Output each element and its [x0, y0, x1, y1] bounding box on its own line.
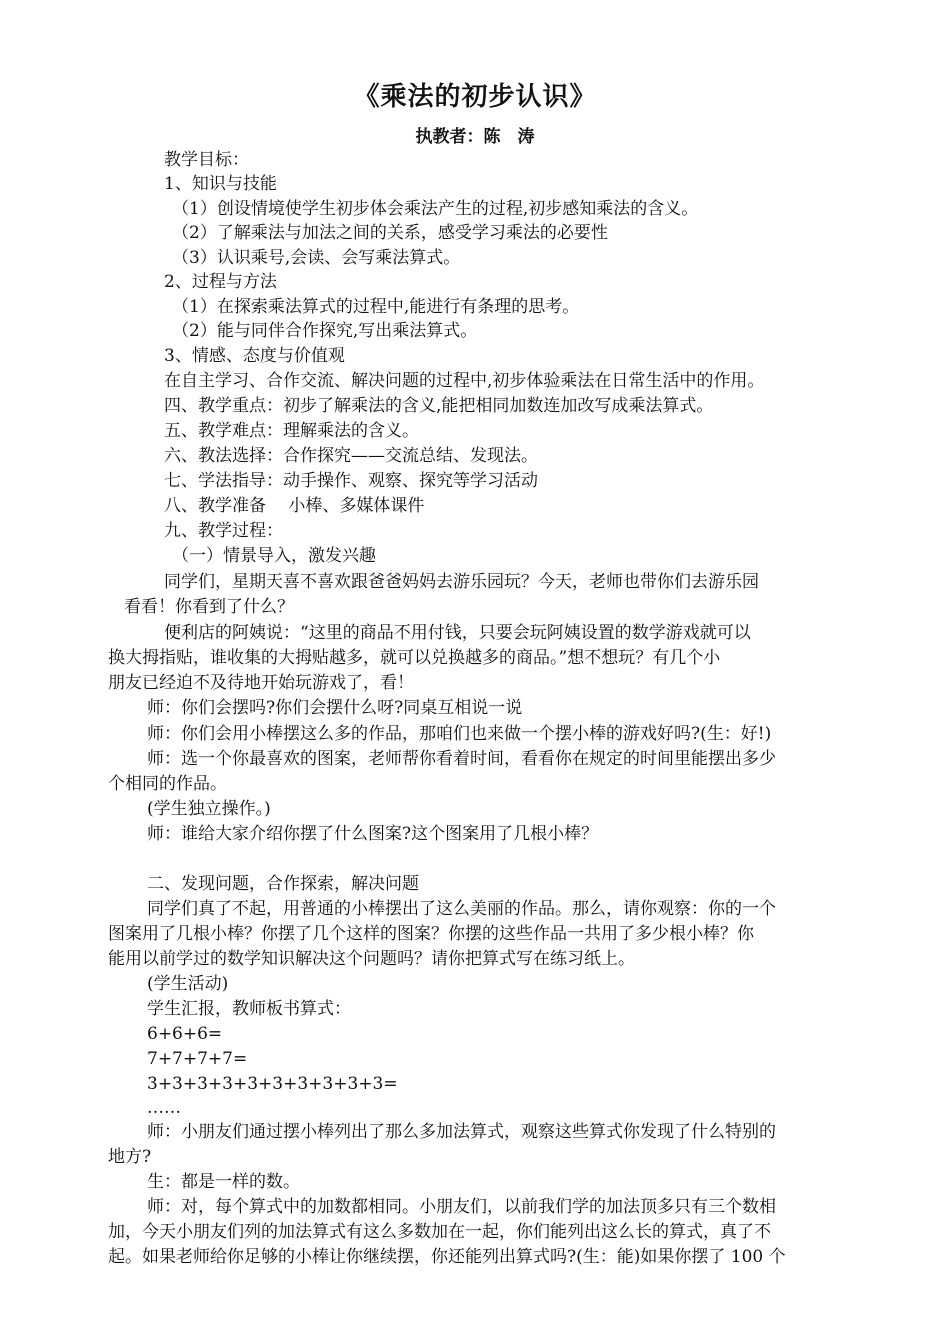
teacher-line: 加，今天小朋友们列的加法算式有这么多数加在一起，你们能列出这么长的算式，真了不: [108, 1222, 771, 1242]
paragraph-line: 同学们真了不起，用普通的小棒摆出了这么美丽的作品。那么，请你观察：你的一个: [147, 899, 776, 919]
teacher-line: 地方?: [108, 1147, 152, 1167]
paragraph-line: 同学们，星期天喜不喜欢跟爸爸妈妈去游乐园玩？今天，老师也带你们去游乐园: [164, 572, 759, 592]
document-title: 《乘法的初步认识》: [353, 82, 597, 112]
objective-section-2: 2、过程与方法: [164, 272, 277, 292]
stage-note: (学生活动): [147, 974, 229, 994]
paragraph-line: 朋友已经迫不及待地开始玩游戏了，看！: [108, 673, 414, 693]
section-difficulties: 五、教学难点：理解乘法的含义。: [164, 421, 419, 441]
teacher-line: 师：你们会用小棒摆这么多的作品，那咱们也来做一个摆小棒的游戏好吗?(生：好!): [147, 724, 772, 744]
paragraph-line: 换大拇指贴，谁收集的大拇贴越多，就可以兑换越多的商品。”想不想玩？有几个小: [108, 648, 721, 668]
part1-heading: （一）情景导入，激发兴趣: [172, 546, 376, 566]
section-preparation: 八、教学准备 小棒、多媒体课件: [164, 496, 425, 516]
objective-item: （1）在探索乘法算式的过程中,能进行有条理的思考。: [172, 297, 580, 317]
paragraph-line: 看看！你看到了什么？: [124, 597, 294, 617]
section-key-points: 四、教学重点：初步了解乘法的含义,能把相同加数连加改写成乘法算式。: [164, 396, 714, 416]
author-line: 执教者：陈 涛: [415, 127, 535, 147]
stage-note: (学生独立操作。): [147, 799, 271, 819]
part2-heading: 二、发现问题，合作探索，解决问题: [147, 874, 419, 894]
section-study-guide: 七、学法指导：动手操作、观察、探究等学习活动: [164, 471, 538, 491]
section-process: 九、教学过程：: [164, 521, 283, 541]
objective-item: （2）能与同伴合作探究,写出乘法算式。: [172, 321, 478, 341]
objective-text: 在自主学习、合作交流、解决问题的过程中,初步体验乘法在日常生活中的作用。: [164, 371, 765, 391]
teacher-line: 师：谁给大家介绍你摆了什么图案?这个图案用了几根小棒？: [147, 824, 599, 844]
objective-item: （2）了解乘法与加法之间的关系，感受学习乘法的必要性: [172, 223, 608, 243]
objective-section-1: 1、知识与技能: [164, 174, 277, 194]
teacher-line: 师：对，每个算式中的加数都相同。小朋友们，以前我们学的加法顶多只有三个数相: [147, 1197, 776, 1217]
equation: 7+7+7+7=: [147, 1049, 248, 1069]
objective-item: （3）认识乘号,会读、会写乘法算式。: [172, 248, 461, 268]
paragraph-line: 能用以前学过的数学知识解决这个问题吗？请你把算式写在练习纸上。: [108, 949, 635, 969]
objective-item: （1）创设情境使学生初步体会乘法产生的过程,初步感知乘法的含义。: [172, 199, 699, 219]
equation: 6+6+6=: [147, 1024, 223, 1044]
paragraph-line: 便利店的阿姨说：“这里的商品不用付钱，只要会玩阿姨设置的数学游戏就可以: [164, 623, 751, 643]
ellipsis: ……: [147, 1098, 181, 1118]
teacher-line: 起。如果老师给你足够的小棒让你继续摆，你还能列出算式吗?(生：能)如果你摆了 100 个: [108, 1247, 786, 1267]
section-methods: 六、教法选择：合作探究——交流总结、发现法。: [164, 446, 538, 466]
equation: 3+3+3+3+3+3+3+3+3+3=: [147, 1074, 398, 1094]
paragraph-line: 图案用了几根小棒？你摆了几个这样的图案？你摆的这些作品一共用了多少根小棒？你: [108, 924, 754, 944]
teacher-line: 师：选一个你最喜欢的图案，老师帮你看着时间，看看你在规定的时间里能摆出多少: [147, 749, 776, 769]
student-line: 生：都是一样的数。: [147, 1172, 300, 1192]
report-line: 学生汇报，教师板书算式：: [147, 999, 351, 1019]
objectives-heading: 教学目标：: [164, 150, 249, 170]
teacher-line: 师：你们会摆吗?你们会摆什么呀?同桌互相说一说: [147, 698, 523, 718]
objective-section-3: 3、情感、态度与价值观: [164, 346, 345, 366]
teacher-line: 师：小朋友们通过摆小棒列出了那么多加法算式，观察这些算式你发现了什么特别的: [147, 1122, 776, 1142]
teacher-line: 个相同的作品。: [108, 774, 227, 794]
